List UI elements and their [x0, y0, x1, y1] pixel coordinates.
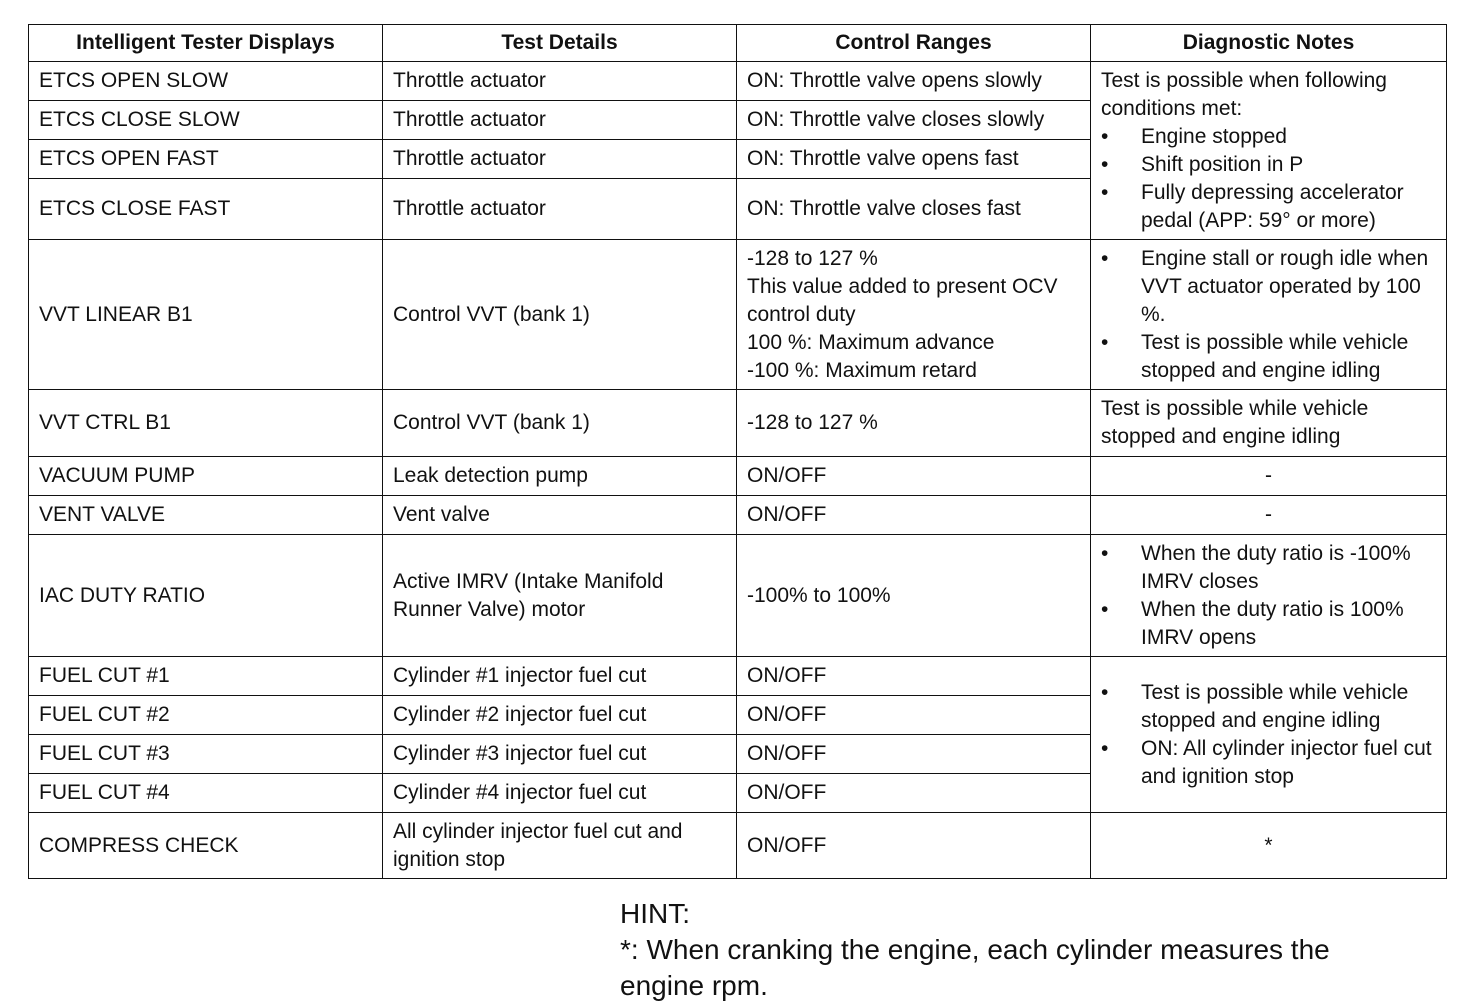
table-row	[29, 390, 1447, 457]
note-cell-etcs	[1091, 62, 1447, 240]
display-cell: ETCS OPEN FAST	[29, 140, 383, 179]
display-cell: FUEL CUT #4	[29, 774, 383, 813]
detail-cell: Control VVT (bank 1)	[383, 240, 737, 390]
note-cell	[1091, 240, 1447, 390]
range-cell: ON/OFF	[737, 774, 1091, 813]
range-line: 100 %: Maximum advance	[747, 330, 995, 354]
note-list	[1101, 123, 1436, 235]
range-cell: ON/OFF	[737, 457, 1091, 496]
display-cell: FUEL CUT #1	[29, 657, 383, 696]
table-row	[29, 535, 1447, 657]
table-row	[29, 62, 1447, 101]
note-item: • ON: All cylinder injector fuel cut and ignition stop	[1101, 735, 1436, 791]
range-cell: ON: Throttle valve closes fast	[737, 179, 1091, 240]
note-cell: -	[1091, 457, 1447, 496]
detail-cell: Cylinder #4 injector fuel cut	[383, 774, 737, 813]
note-item: • Test is possible while vehicle stopped and engine idling	[1101, 679, 1436, 735]
note-item: • Engine stall or rough idle when VVT actuator operated by 100 %.	[1101, 245, 1436, 329]
range-cell: ON/OFF	[737, 496, 1091, 535]
note-cell-fuel-cut	[1091, 657, 1447, 813]
display-cell: FUEL CUT #3	[29, 735, 383, 774]
table-row	[29, 813, 1447, 879]
range-cell: ON: Throttle valve closes slowly	[737, 101, 1091, 140]
table-row	[29, 657, 1447, 696]
display-cell: VACUUM PUMP	[29, 457, 383, 496]
note-cell: Test is possible while vehicle stopped and engine idling	[1091, 390, 1447, 457]
display-cell: COMPRESS CHECK	[29, 813, 383, 879]
note-item: • Shift position in P	[1101, 151, 1436, 179]
range-cell: ON/OFF	[737, 813, 1091, 879]
active-test-table	[28, 24, 1447, 879]
range-line: -128 to 127 %	[747, 246, 878, 270]
hint-label: HINT:	[620, 898, 690, 929]
note-cell: *	[1091, 813, 1447, 879]
range-line: -100 %: Maximum retard	[747, 358, 977, 382]
detail-cell: All cylinder injector fuel cut and ignition stop	[383, 813, 737, 879]
detail-cell: Throttle actuator	[383, 179, 737, 240]
table-row	[29, 496, 1447, 535]
hint-block	[620, 896, 1420, 1004]
table-row	[29, 240, 1447, 390]
hint-text: *: When cranking the engine, each cylinder measures the engine rpm.	[620, 934, 1330, 1001]
note-item: • Engine stopped	[1101, 123, 1436, 151]
note-cell: -	[1091, 496, 1447, 535]
detail-cell: Cylinder #2 injector fuel cut	[383, 696, 737, 735]
range-cell: ON: Throttle valve opens slowly	[737, 62, 1091, 101]
range-line: This value added to present OCV control duty	[747, 274, 1058, 326]
table-row	[29, 457, 1447, 496]
header-details: Test Details	[383, 25, 737, 62]
detail-cell: Throttle actuator	[383, 62, 737, 101]
note-list	[1101, 245, 1436, 385]
detail-cell: Leak detection pump	[383, 457, 737, 496]
header-row	[29, 25, 1447, 62]
note-cell	[1091, 535, 1447, 657]
range-cell	[737, 240, 1091, 390]
header-ranges: Control Ranges	[737, 25, 1091, 62]
detail-cell: Cylinder #1 injector fuel cut	[383, 657, 737, 696]
header-displays: Intelligent Tester Displays	[29, 25, 383, 62]
range-cell: ON/OFF	[737, 696, 1091, 735]
note-item: • When the duty ratio is -100% IMRV closes	[1101, 540, 1436, 596]
note-list	[1101, 540, 1436, 652]
header-notes: Diagnostic Notes	[1091, 25, 1447, 62]
range-cell: -100% to 100%	[737, 535, 1091, 657]
range-cell: ON: Throttle valve opens fast	[737, 140, 1091, 179]
range-cell: ON/OFF	[737, 657, 1091, 696]
note-item: • Fully depressing accelerator pedal (APP: 59° or more)	[1101, 179, 1436, 235]
detail-cell: Throttle actuator	[383, 101, 737, 140]
note-intro: Test is possible when following conditions met:	[1101, 68, 1387, 120]
display-cell: VVT LINEAR B1	[29, 240, 383, 390]
range-cell: -128 to 127 %	[737, 390, 1091, 457]
note-list	[1101, 679, 1436, 791]
detail-cell: Cylinder #3 injector fuel cut	[383, 735, 737, 774]
display-cell: VVT CTRL B1	[29, 390, 383, 457]
display-cell: IAC DUTY RATIO	[29, 535, 383, 657]
detail-cell: Active IMRV (Intake Manifold Runner Valve) motor	[383, 535, 737, 657]
display-cell: VENT VALVE	[29, 496, 383, 535]
detail-cell: Vent valve	[383, 496, 737, 535]
display-cell: ETCS OPEN SLOW	[29, 62, 383, 101]
note-item: • Test is possible while vehicle stopped and engine idling	[1101, 329, 1436, 385]
detail-cell: Control VVT (bank 1)	[383, 390, 737, 457]
display-cell: ETCS CLOSE SLOW	[29, 101, 383, 140]
range-cell: ON/OFF	[737, 735, 1091, 774]
detail-cell: Throttle actuator	[383, 140, 737, 179]
note-item: • When the duty ratio is 100% IMRV opens	[1101, 596, 1436, 652]
display-cell: ETCS CLOSE FAST	[29, 179, 383, 240]
display-cell: FUEL CUT #2	[29, 696, 383, 735]
